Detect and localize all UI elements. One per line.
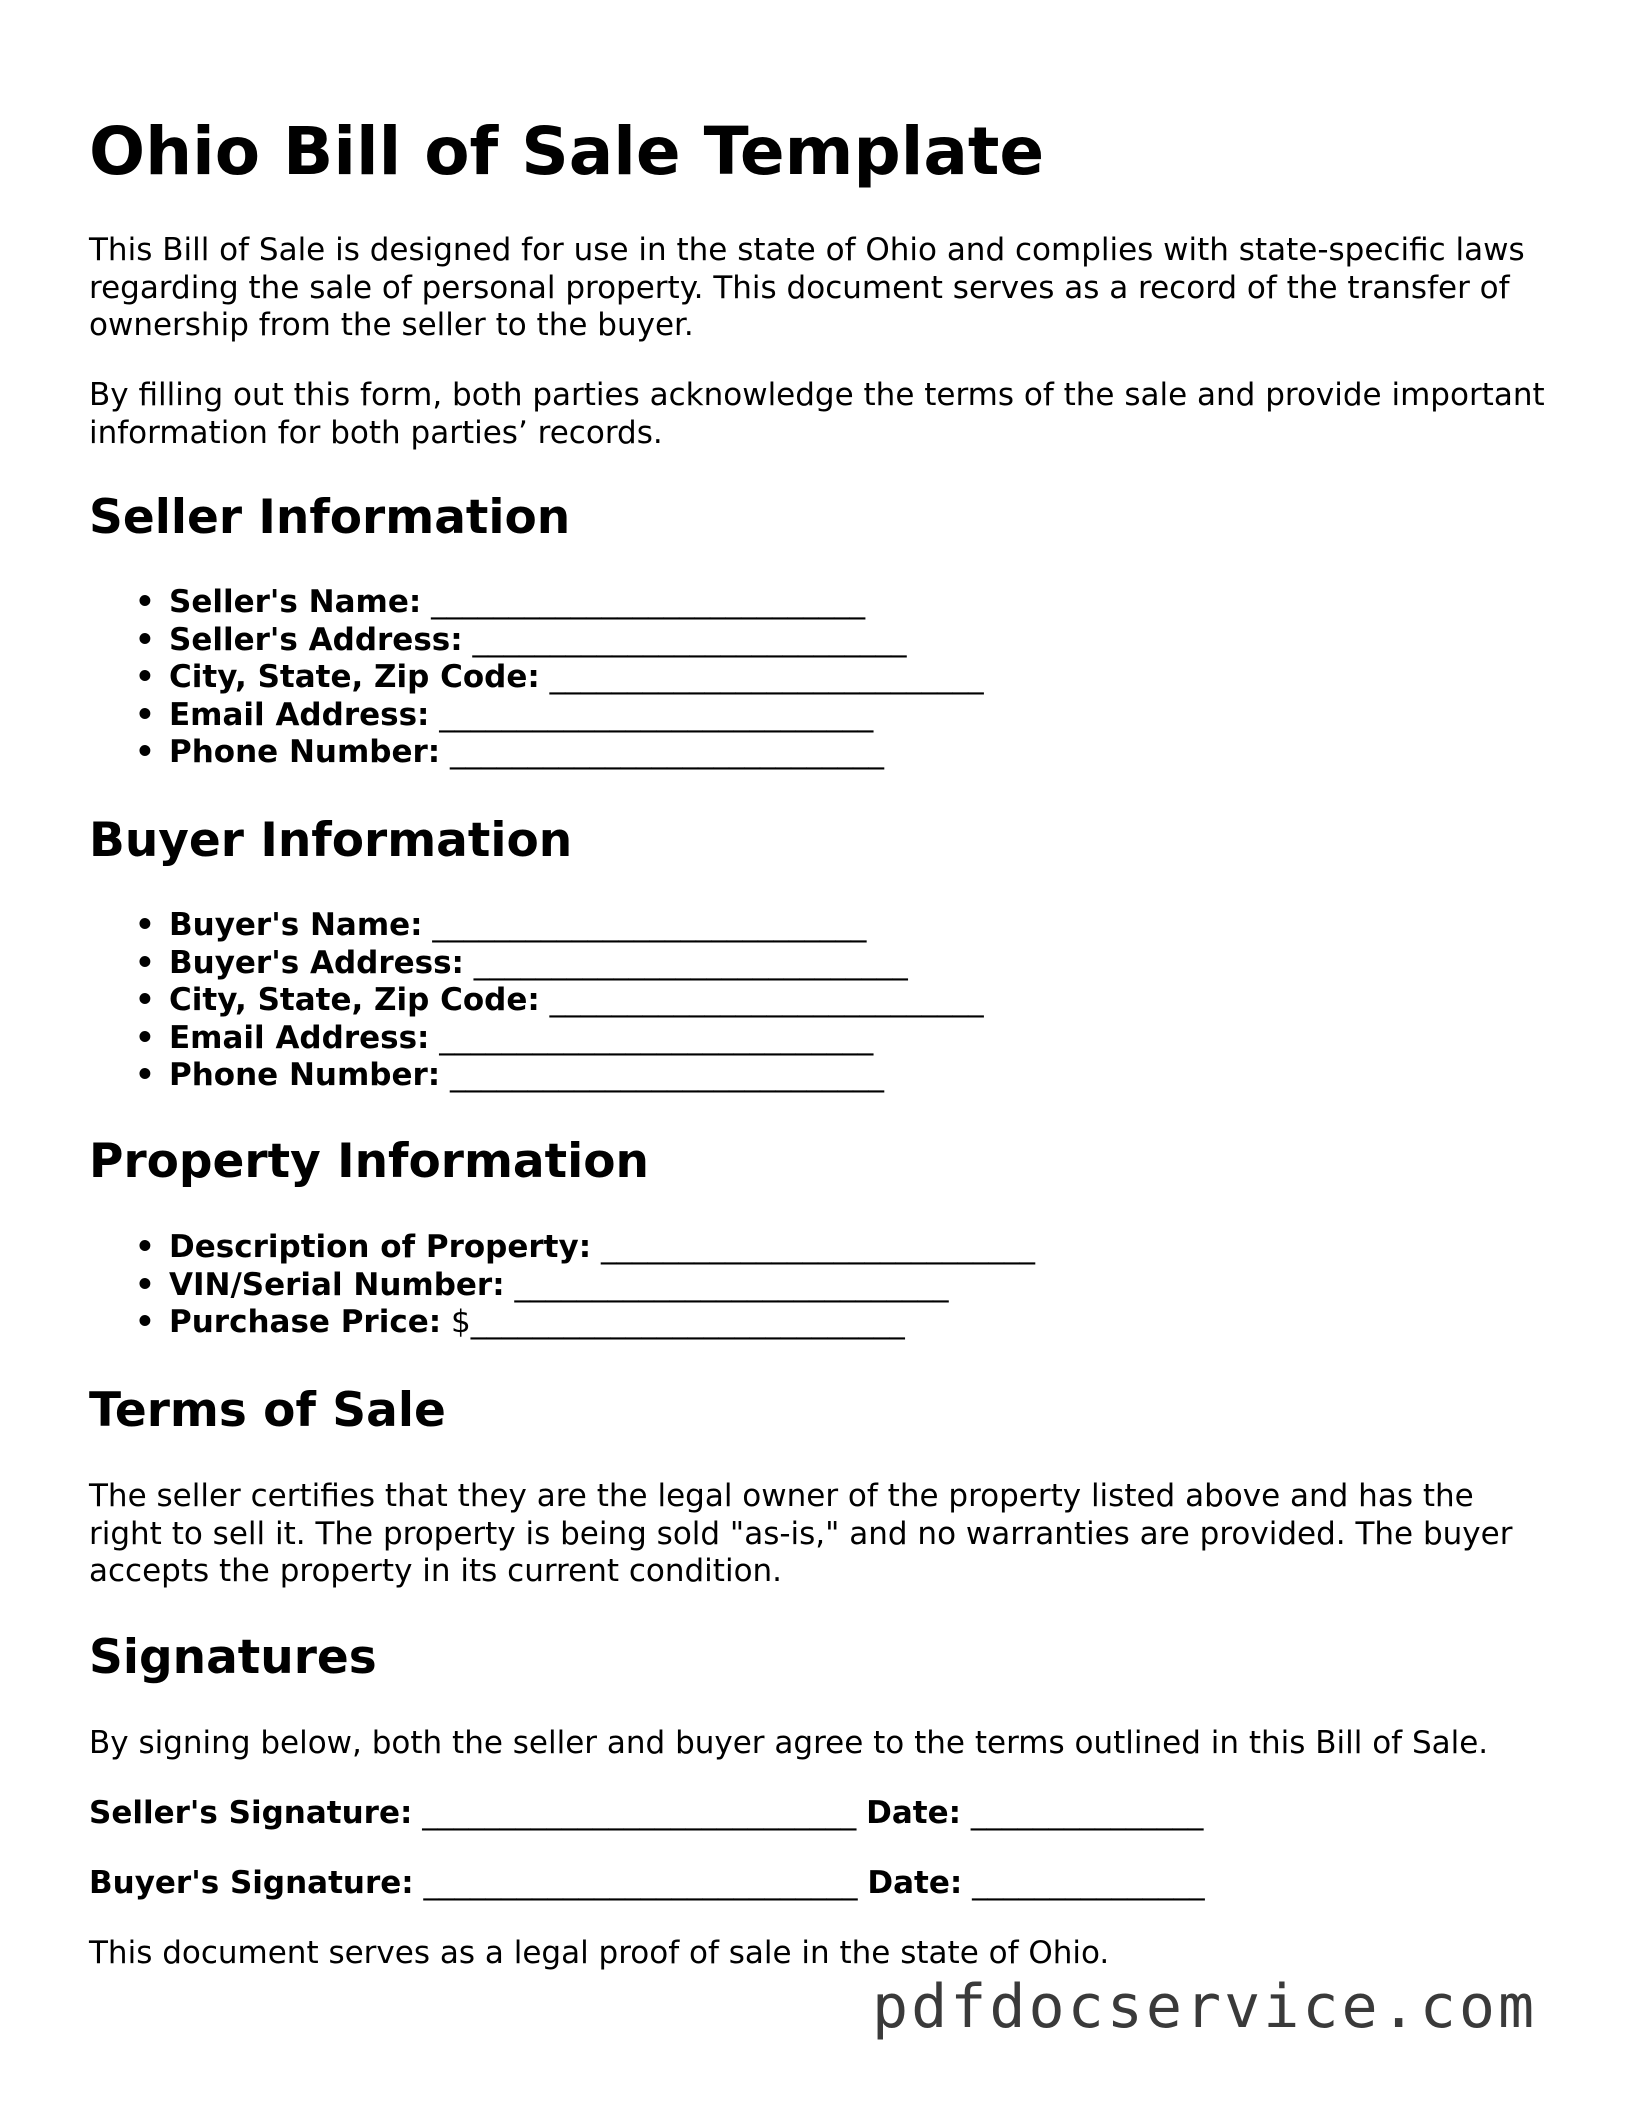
fill-in-blank[interactable]: ____________________________: [539, 982, 984, 1018]
fill-in-blank[interactable]: ____________________________: [462, 621, 907, 658]
buyer-signature-blank[interactable]: ____________________________: [413, 1865, 868, 1901]
buyer-name-item: [89, 907, 984, 945]
fill-in-blank[interactable]: ____________________________: [591, 1229, 1035, 1265]
seller-signature-label: Seller's Signature:: [89, 1795, 413, 1831]
fill-in-blank[interactable]: ____________________________: [422, 907, 867, 943]
bullet-icon: •: [135, 696, 155, 733]
property-description-item: [89, 1229, 1035, 1267]
buyer-address-item: [89, 945, 984, 983]
seller-address-item: [89, 622, 984, 660]
seller-signature-blank[interactable]: ____________________________: [412, 1795, 867, 1831]
field-label: Email Address:: [169, 696, 430, 733]
field-label: Buyer's Address:: [169, 944, 464, 981]
fill-in-blank[interactable]: ____________________________: [440, 734, 885, 770]
field-label: Purchase Price:: [169, 1304, 442, 1340]
buyer-section-heading: Buyer Information: [89, 813, 573, 868]
seller-section-heading: Seller Information: [89, 490, 571, 545]
buyer-phone-item: [89, 1057, 984, 1095]
seller-phone-item: [89, 734, 984, 772]
field-label: City, State, Zip Code:: [169, 982, 540, 1018]
field-label: Description of Property:: [169, 1229, 592, 1265]
seller-date-label: Date:: [866, 1795, 962, 1831]
bullet-icon: •: [135, 1229, 155, 1265]
field-label: Phone Number:: [169, 734, 441, 770]
buyer-info-list: [89, 907, 984, 1095]
bullet-icon: •: [135, 584, 155, 620]
field-label: Seller's Name:: [169, 584, 422, 620]
terms-paragraph: The seller certifies that they are the legal owner of the property listed above and has the right to sell it. The property is being sold "as-is," and no warranties are provided. The buyer accepts the property in its current condition.: [89, 1478, 1513, 1589]
fill-in-blank[interactable]: ____________________________: [440, 1057, 885, 1093]
document-title: Ohio Bill of Sale Template: [89, 113, 1045, 190]
fill-in-blank[interactable]: ____________________________: [463, 944, 908, 981]
fill-in-blank[interactable]: ____________________________: [429, 1019, 874, 1056]
buyer-date-blank[interactable]: _______________: [962, 1865, 1205, 1901]
field-label: Email Address:: [169, 1019, 430, 1056]
fill-in-blank[interactable]: $____________________________: [441, 1304, 905, 1340]
buyer-email-item: [89, 1020, 984, 1058]
seller-email-item: [89, 697, 984, 735]
bullet-icon: •: [135, 659, 155, 695]
watermark-text: pdfdocservice.com: [872, 1972, 1538, 2042]
intro-paragraph-2: By filling out this form, both parties acknowledge the terms of the sale and provide important information for both parties’ records.: [89, 377, 1545, 451]
signatures-section-heading: Signatures: [89, 1630, 377, 1685]
intro-paragraph-1: This Bill of Sale is designed for use in the state of Ohio and complies with state-specific laws regarding the sale of personal property. This document serves as a record of the transfer of ownership from the seller to the buyer.: [89, 232, 1525, 343]
fill-in-blank[interactable]: ____________________________: [504, 1266, 949, 1303]
bullet-icon: •: [135, 1304, 155, 1340]
seller-info-list: [89, 584, 984, 772]
property-price-item: [89, 1304, 1035, 1342]
bullet-icon: •: [135, 982, 155, 1018]
signatures-intro: By signing below, both the seller and buyer agree to the terms outlined in this Bill of Sale.: [89, 1725, 1489, 1761]
seller-name-item: [89, 584, 984, 622]
bullet-icon: •: [135, 944, 155, 981]
seller-city-state-zip-item: [89, 659, 984, 697]
bullet-icon: •: [135, 734, 155, 770]
fill-in-blank[interactable]: ____________________________: [421, 584, 866, 620]
field-label: City, State, Zip Code:: [169, 659, 540, 695]
property-info-list: [89, 1229, 1035, 1342]
field-label: Buyer's Name:: [169, 907, 423, 943]
seller-signature-line: [89, 1795, 1203, 1833]
property-section-heading: Property Information: [89, 1134, 649, 1189]
bullet-icon: •: [135, 1057, 155, 1093]
fill-in-blank[interactable]: ____________________________: [539, 659, 984, 695]
fill-in-blank[interactable]: ____________________________: [429, 696, 874, 733]
buyer-signature-line: [89, 1865, 1205, 1903]
bullet-icon: •: [135, 621, 155, 658]
property-vin-item: [89, 1267, 1035, 1305]
closing-statement: This document serves as a legal proof of sale in the state of Ohio.: [89, 1935, 1110, 1971]
buyer-date-label: Date:: [867, 1865, 963, 1901]
bullet-icon: •: [135, 1019, 155, 1056]
field-label: Seller's Address:: [169, 621, 463, 658]
bullet-icon: •: [135, 907, 155, 943]
bullet-icon: •: [135, 1266, 155, 1303]
seller-date-blank[interactable]: _______________: [961, 1795, 1204, 1831]
buyer-city-state-zip-item: [89, 982, 984, 1020]
field-label: Phone Number:: [169, 1057, 441, 1093]
terms-section-heading: Terms of Sale: [89, 1383, 446, 1438]
field-label: VIN/Serial Number:: [169, 1266, 505, 1303]
buyer-signature-label: Buyer's Signature:: [89, 1865, 414, 1901]
